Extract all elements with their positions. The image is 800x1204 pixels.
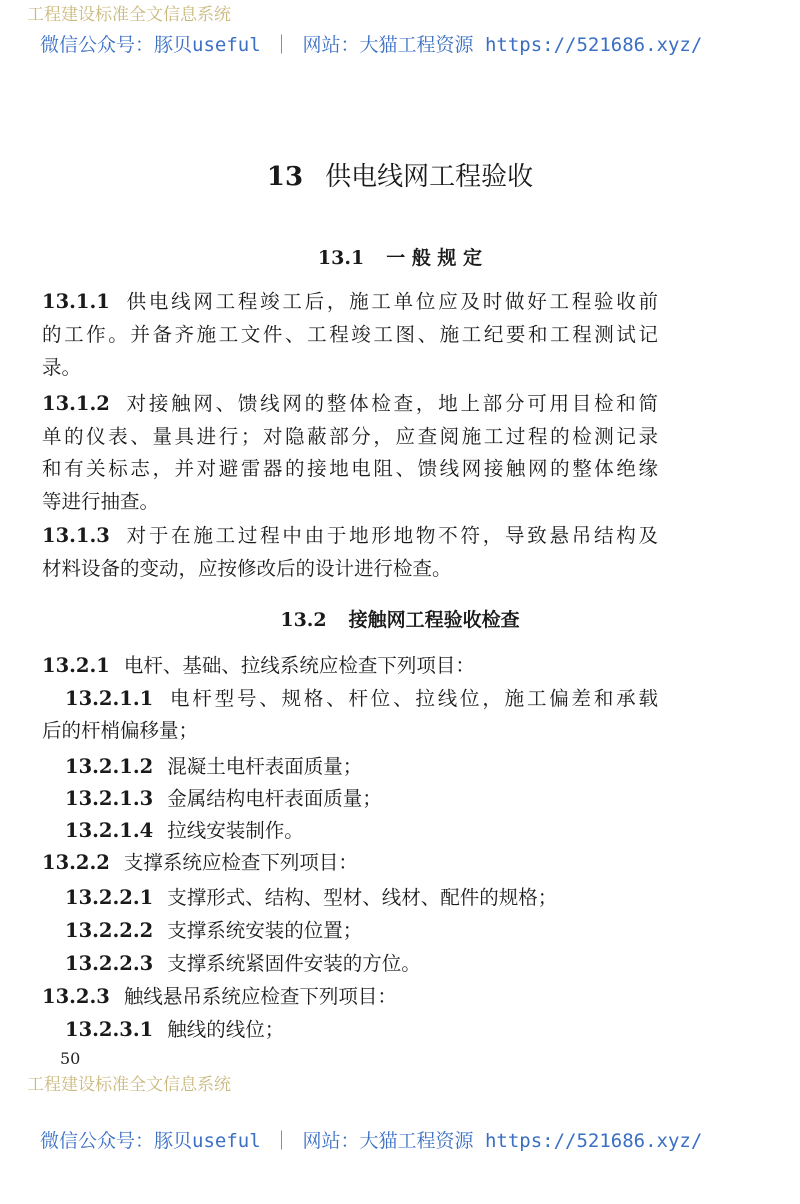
clause-number: 13.2.3.1 — [65, 1018, 154, 1041]
clause-number: 13.2.2.1 — [65, 886, 154, 909]
watermark-banner-top: 微信公众号：豚贝useful ｜ 网站：大猫工程资源 https://521686.xyz/ — [40, 34, 703, 56]
clause-number: 13.2.1.2 — [65, 755, 154, 778]
chapter-title — [0, 156, 800, 193]
clause-text: 支撑系统安装的位置； — [167, 919, 363, 942]
page-number: 50 — [60, 1049, 81, 1068]
clause-13-2-1-4 — [65, 818, 658, 844]
clause-text: 供电线网工程竣工后，施工单位应及时做好工程验收前 — [123, 290, 658, 313]
section-title: 一 般 规 定 — [386, 247, 483, 269]
clause-number: 13.2.1.1 — [65, 687, 154, 710]
section-number: 13.2 — [280, 609, 327, 631]
clause-number: 13.1.3 — [42, 524, 110, 547]
section-13-1-heading — [0, 243, 800, 270]
clause-text: 和有关标志，并对避雷器的接地电阻、馈线网接触网的整体绝缘 — [42, 457, 658, 480]
clause-text: 金属结构电杆表面质量； — [167, 787, 382, 810]
clause-number: 13.2.2.2 — [65, 919, 154, 942]
clause-text: 电杆型号、规格、杆位、拉线位，施工偏差和承载 — [167, 687, 658, 710]
clause-number: 13.1.2 — [42, 392, 110, 415]
clause-number: 13.1.1 — [42, 290, 110, 313]
clause-13-2-2-3 — [65, 951, 658, 977]
clause-text: 的工作。并备齐施工文件、工程竣工图、施工纪要和工程测试记 — [42, 323, 658, 346]
chapter-number: 13 — [266, 162, 304, 192]
watermark-system-bottom: 工程建设标准全文信息系统 — [27, 1075, 231, 1095]
clause-number: 13.2.2.3 — [65, 952, 154, 975]
clause-text: 后的杆梢偏移量； — [42, 719, 199, 742]
clause-text: 单的仪表、量具进行；对隐蔽部分，应查阅施工过程的检测记录 — [42, 425, 658, 448]
clause-13-2-2 — [42, 850, 658, 876]
clause-13-2-3-1 — [65, 1017, 658, 1043]
clause-text: 等进行抽查。 — [42, 490, 160, 513]
clause-text: 拉线安装制作。 — [167, 819, 304, 842]
chapter-title-text: 供电线网工程验收 — [325, 162, 534, 192]
clause-text: 触线的线位； — [167, 1018, 285, 1041]
clause-number: 13.2.3 — [42, 985, 110, 1008]
clause-text: 混凝土电杆表面质量； — [167, 755, 363, 778]
watermark-banner-bottom: 微信公众号：豚贝useful ｜ 网站：大猫工程资源 https://521686.xyz/ — [40, 1130, 703, 1152]
clause-13-2-3 — [42, 984, 658, 1010]
clause-13-1-2 — [42, 391, 658, 417]
clause-text: 支撑系统紧固件安装的方位。 — [167, 952, 421, 975]
clause-text: 电杆、基础、拉线系统应检查下列项目： — [123, 654, 475, 677]
watermark-system-top: 工程建设标准全文信息系统 — [27, 5, 231, 25]
clause-text: 对接触网、馈线网的整体检查，地上部分可用目检和简 — [123, 392, 658, 415]
clause-text: 对于在施工过程中由于地形地物不符，导致悬吊结构及 — [123, 524, 658, 547]
section-13-2-heading — [0, 605, 800, 632]
clause-13-2-1-2 — [65, 754, 658, 780]
clause-13-1-3 — [42, 523, 658, 549]
clause-text: 支撑形式、结构、型材、线材、配件的规格； — [167, 886, 558, 909]
section-title: 接触网工程验收检查 — [348, 609, 520, 631]
clause-number: 13.2.1.4 — [65, 819, 154, 842]
clause-text: 触线悬吊系统应检查下列项目： — [123, 985, 397, 1008]
clause-text: 支撑系统应检查下列项目： — [123, 851, 358, 874]
clause-number: 13.2.2 — [42, 851, 110, 874]
clause-text: 材料设备的变动，应按修改后的设计进行检查。 — [42, 557, 452, 580]
clause-13-2-1 — [42, 653, 658, 679]
clause-13-1-1 — [42, 289, 658, 315]
clause-13-2-1-1 — [65, 686, 658, 712]
clause-13-2-2-1 — [65, 885, 658, 911]
clause-13-2-2-2 — [65, 918, 658, 944]
clause-number: 13.2.1 — [42, 654, 110, 677]
clause-13-2-1-3 — [65, 786, 658, 812]
clause-number: 13.2.1.3 — [65, 787, 154, 810]
clause-text: 录。 — [42, 356, 82, 379]
section-number: 13.1 — [317, 247, 365, 269]
